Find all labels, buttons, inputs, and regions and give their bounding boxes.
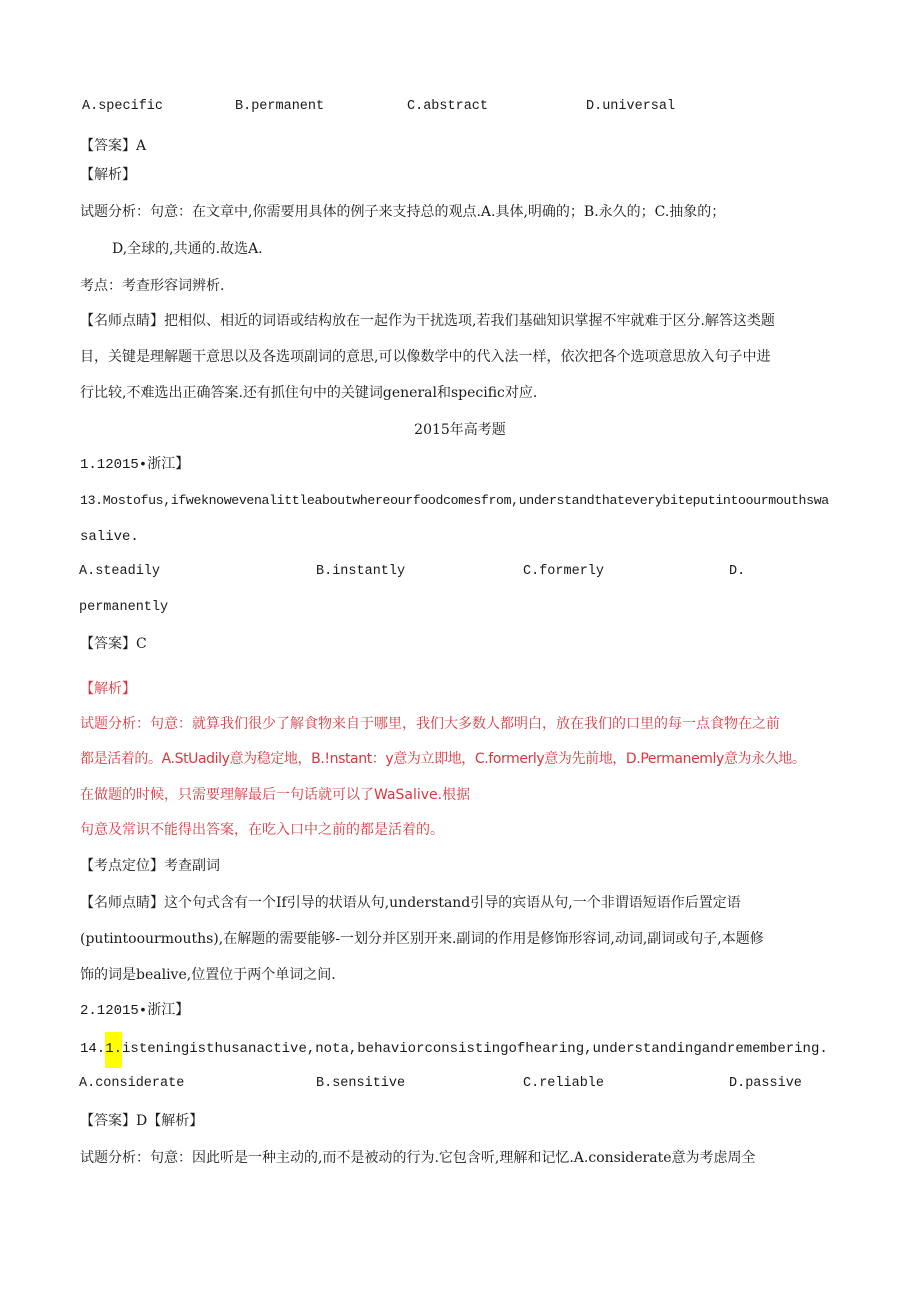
- option-d: D.: [729, 564, 746, 579]
- tips-text: 【名师点睛】这个句式含有一个If引导的状语从句,understand引导的宾语从句,一个非谓语短语作后置定语: [80, 895, 741, 911]
- option-c: C.formerly: [523, 564, 605, 579]
- analysis-text: D,全球的,共通的.故选A.: [112, 241, 263, 257]
- option-b: B.permanent: [235, 99, 325, 114]
- tips-text: 饰的词是bealive,位置位于两个单词之间.: [80, 967, 336, 983]
- answer: 【答案】A: [80, 138, 147, 154]
- option-a: A.specific: [82, 99, 164, 114]
- question-stem: [80, 1040, 828, 1058]
- analysis-label: 【解析】: [80, 167, 136, 183]
- option-d: D.universal: [586, 99, 676, 114]
- answer: 【答案】D【解析】: [80, 1113, 204, 1129]
- tips-text: 【名师点睛】把相似、相近的词语或结构放在一起作为干扰选项,若我们基础知识掌握不牢就难于区分.解答这类题: [80, 313, 775, 329]
- option-d-text: permanently: [79, 600, 169, 615]
- question-source: 1.12015•浙江】: [80, 457, 190, 473]
- question-stem: 13.Mostofus,ifweknowevenalittleaboutwhereourfoodcomesfrom,understandthateverybiteputintoourmouthswa: [80, 493, 829, 508]
- option-c: C.abstract: [407, 99, 489, 114]
- analysis-text: 在做题的时候，只需要理解最后一句话就可以了WaSalive.根据: [80, 787, 471, 803]
- option-b: B.instantly: [316, 564, 406, 579]
- option-b: B.sensitive: [316, 1076, 406, 1091]
- option-a: A.considerate: [79, 1076, 185, 1091]
- tips-text: 行比较,不难选出正确答案.还有抓住句中的关键词general和specific对应.: [80, 385, 538, 401]
- tips-text: 目，关键是理解题干意思以及各选项副词的意思,可以像数学中的代入法一样，依次把各个选项意思放入句子中进: [80, 349, 771, 365]
- option-c: C.reliable: [523, 1076, 605, 1091]
- kaodian: 考点：考查形容词辨析.: [80, 278, 225, 294]
- tips-text: (putintoourmouths),在解题的需要能够-一划分并区别开来.副词的作用是修饰形容词,动词,副词或句子,本题修: [80, 931, 764, 947]
- analysis-text: 试题分析：句意：在文章中,你需要用具体的例子来支持总的观点.A.具体,明确的；B.永久的；C.抽象的；: [80, 204, 726, 220]
- analysis-text: 试题分析：句意：因此听是一种主动的,而不是被动的行为.它包含听,理解和记忆.A.considerate意为考虑周全: [80, 1150, 756, 1166]
- question-source: 2.12015•浙江】: [80, 1003, 190, 1019]
- analysis-text: 都是活着的。A.StUadily意为稳定地，B.!nstant：y意为立即地，C.formerly意为先前地，D.Permanemly意为永久地。: [80, 751, 806, 767]
- stem-rest: isteningisthusanactive,nota,behaviorconsistingofhearing,understandingandremembering.: [122, 1041, 828, 1057]
- highlighted-text: 1.: [105, 1032, 122, 1068]
- question-stem: salive.: [80, 529, 139, 545]
- kaodian: 【考点定位】考查副词: [80, 858, 220, 874]
- answer: 【答案】C: [80, 636, 147, 652]
- option-d: D.passive: [729, 1076, 802, 1091]
- analysis-text: 试题分析：句意：就算我们很少了解食物来自于哪里，我们大多数人都明白，放在我们的口里的每一点食物在之前: [80, 716, 780, 732]
- analysis-text: 句意及常识不能得出答案，在吃入口中之前的都是活着的。: [80, 822, 444, 838]
- option-a: A.steadily: [79, 564, 161, 579]
- stem-prefix: 14.: [80, 1041, 106, 1057]
- section-title: 2015年高考题: [414, 422, 506, 438]
- analysis-label: 【解析】: [80, 681, 136, 697]
